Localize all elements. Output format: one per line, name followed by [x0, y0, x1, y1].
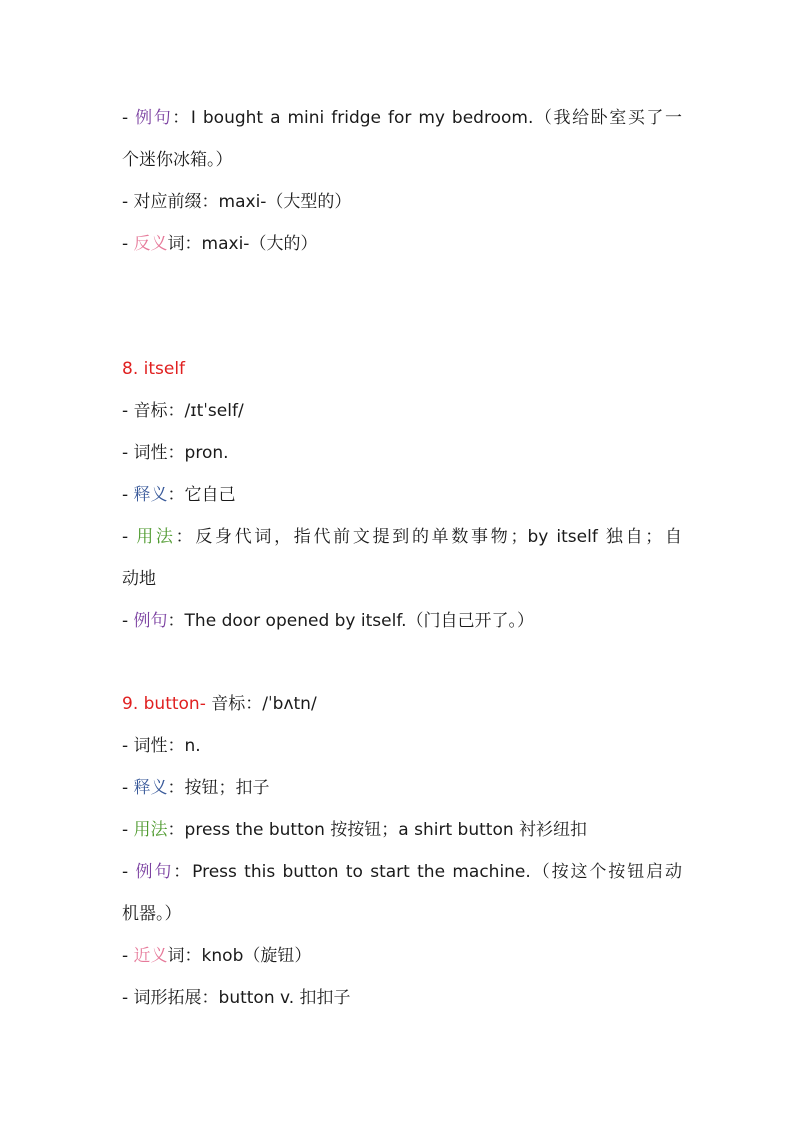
example-label: 例句 [135, 108, 173, 128]
example-label: 例句 [135, 862, 174, 882]
entry-9-meaning [122, 776, 682, 800]
entry-9-word: 9. button- [122, 694, 206, 714]
example-text: I bought a mini fridge for my bedroom.（我给卧室买了一 [190, 108, 683, 128]
example-line-a1 [122, 106, 682, 130]
prefix-line [122, 190, 682, 214]
synonym-text: 词：knob（旋钮） [167, 946, 312, 966]
entry-8-example [122, 609, 682, 633]
entry-8-phonetic: - 音标：/ɪtˈself/ [122, 401, 244, 421]
entry-8-meaning [122, 483, 682, 507]
antonym-text: 词：maxi-（大的） [167, 234, 318, 254]
colon: ： [172, 108, 191, 128]
example-line-a2 [122, 148, 682, 172]
entry-8-heading: 8. itself [122, 359, 186, 379]
entry-8-usage-cont [122, 567, 682, 591]
antonym-label: 反义 [133, 234, 168, 254]
entry-9-pos: - 词性：n. [122, 736, 201, 756]
entry-9-example [122, 860, 682, 884]
example-text-cont: 个迷你冰箱。） [122, 150, 233, 170]
entry-9-phonetic: 音标：/ˈbʌtn/ [205, 694, 317, 714]
synonym-label: 近义 [133, 946, 168, 966]
example-label: 例句 [133, 611, 168, 631]
dash: - [122, 611, 134, 631]
entry-9-usage [122, 818, 682, 842]
example-text-cont: 机器。） [122, 904, 182, 924]
usage-text: ：press the button 按按钮；a shirt button 衬衫纽扣 [167, 820, 588, 840]
entry-8-usage [122, 525, 682, 549]
meaning-label: 释义 [133, 485, 168, 505]
usage-label: 用法 [136, 527, 176, 547]
dash: - [122, 820, 134, 840]
example-text: ：Press this button to start the machine.（按这个按钮启动 [173, 862, 682, 882]
prefix-text: - 对应前缀：maxi-（大型的） [122, 192, 352, 212]
entry-9-synonym [122, 944, 682, 968]
usage-label: 用法 [133, 820, 168, 840]
dash: - [122, 485, 134, 505]
entry-9-example-cont [122, 902, 682, 926]
antonym-line [122, 232, 682, 256]
dash: - [122, 234, 134, 254]
usage-text: ：反身代词，指代前文提到的单数事物；by itself 独自；自 [175, 527, 682, 547]
entry-9-heading [122, 692, 682, 716]
entry-9-wordform: - 词形拓展：button v. 扣扣子 [122, 988, 351, 1008]
dash: - [122, 778, 134, 798]
dash: - [122, 108, 136, 128]
entry-8-pos: - 词性：pron. [122, 443, 229, 463]
example-text: ：The door opened by itself.（门自己开了。） [167, 611, 534, 631]
dash: - [122, 527, 137, 547]
meaning-text: ：它自己 [167, 485, 236, 505]
dash: - [122, 946, 134, 966]
usage-text-cont: 动地 [122, 569, 156, 589]
meaning-text: ：按钮；扣子 [167, 778, 270, 798]
meaning-label: 释义 [133, 778, 168, 798]
dash: - [122, 862, 136, 882]
